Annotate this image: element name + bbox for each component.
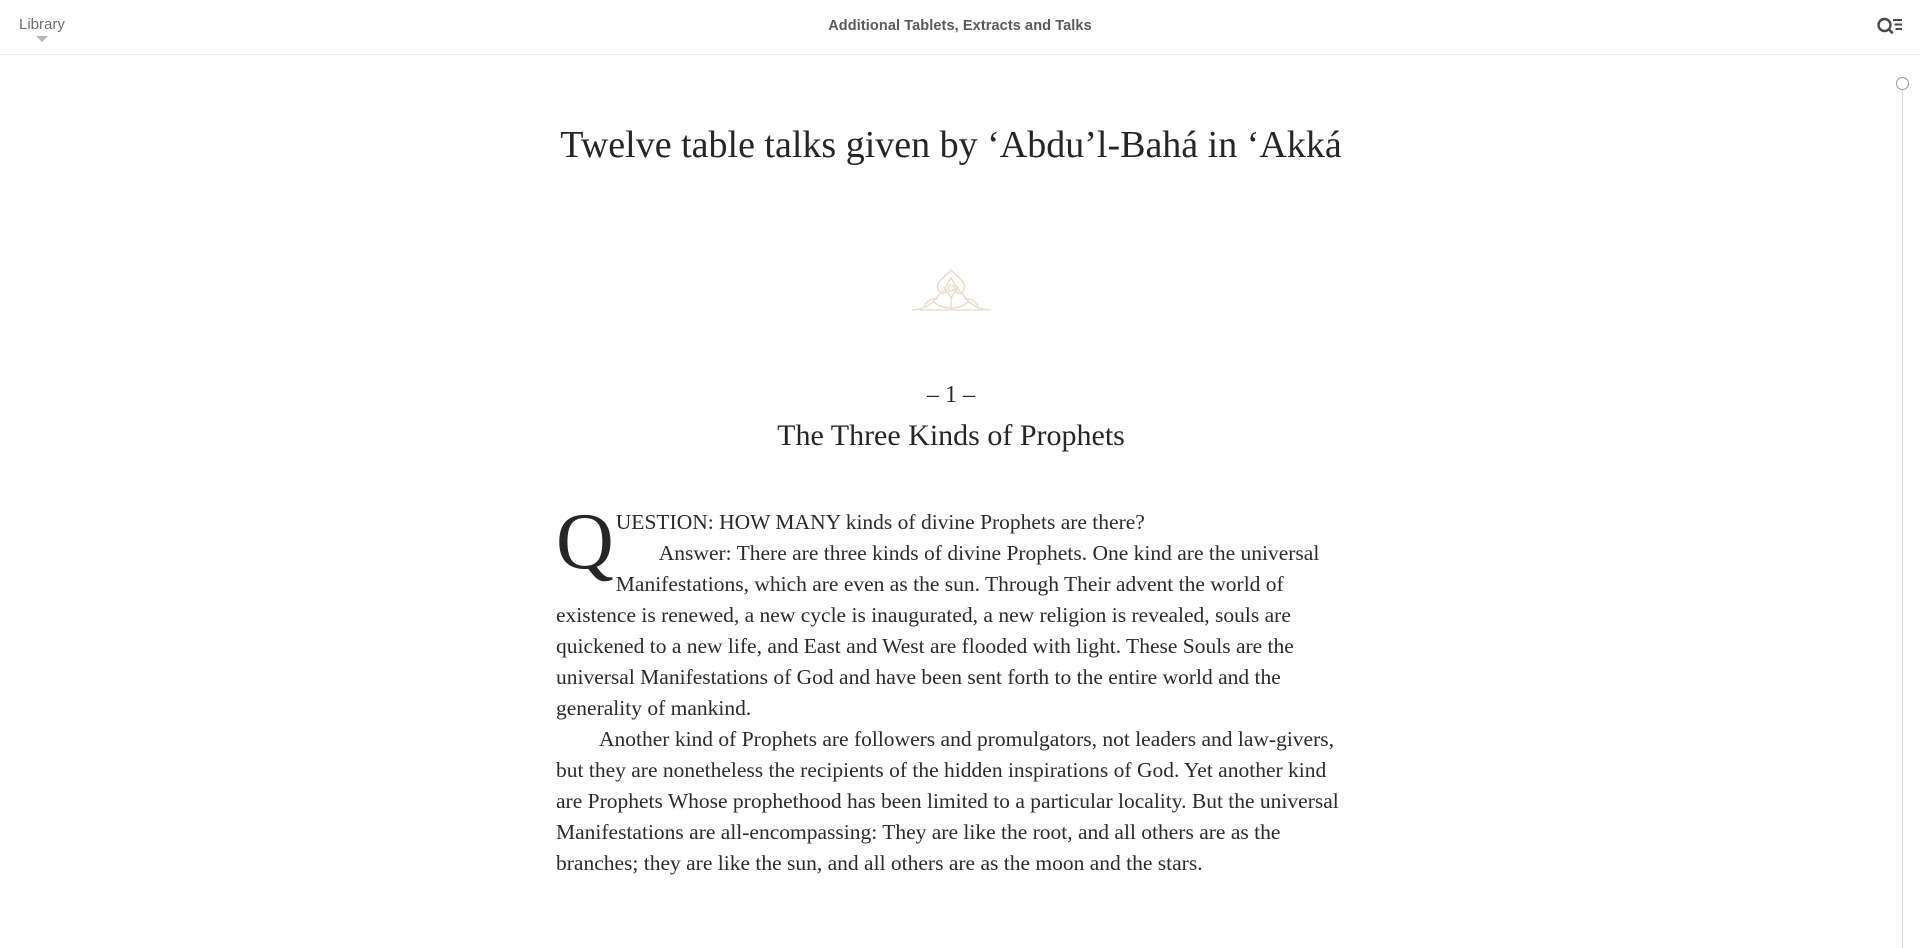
- answer-text: Answer: There are three kinds of divine Prophets. One kind are the universal Manifestations, which are even as the sun. Through Their advent the world of existence is renewed, a new cycle is inaugurated, a new religion is revealed, souls are quickened to a new life, and East and West are flooded with light. These Souls are the universal Manifestations of God and have been sent forth to the entire world and the generality of mankind.: [556, 541, 1320, 720]
- library-label: Library: [19, 16, 65, 33]
- chevron-down-icon: [36, 36, 48, 42]
- floral-ornament-icon: [910, 266, 992, 314]
- section-number: – 1 –: [927, 382, 975, 408]
- scroll-track[interactable]: [1902, 84, 1903, 948]
- body-text: [556, 498, 1346, 879]
- top-bar: [0, 0, 1920, 55]
- paragraph-question: [556, 498, 1346, 724]
- section-title: The Three Kinds of Prophets: [777, 419, 1125, 452]
- question-text: UESTION: HOW MANY kinds of divine Prophets are there?: [615, 510, 1145, 534]
- search-toc-button[interactable]: [1876, 16, 1904, 38]
- search-list-icon: [1876, 16, 1904, 38]
- document-title: Twelve table talks given by ‘Abdu’l-Bahá in ‘Akká: [560, 124, 1342, 166]
- paragraph-2: Another kind of Prophets are followers and promulgators, not leaders and law-givers, but they are nonetheless the recipients of the hidden inspirations of God. Yet another kind are Prophets Whose prophethood has been limited to a particular locality. But the universal Manifestations are all-encompassing: They are like the root, and all others are as the branches; they are like the sun, and all others are as the moon and the stars.: [556, 727, 1339, 875]
- book-title: Additional Tablets, Extracts and Talks: [828, 18, 1092, 34]
- scroll-handle[interactable]: [1896, 77, 1909, 90]
- drop-cap: Q: [556, 498, 614, 586]
